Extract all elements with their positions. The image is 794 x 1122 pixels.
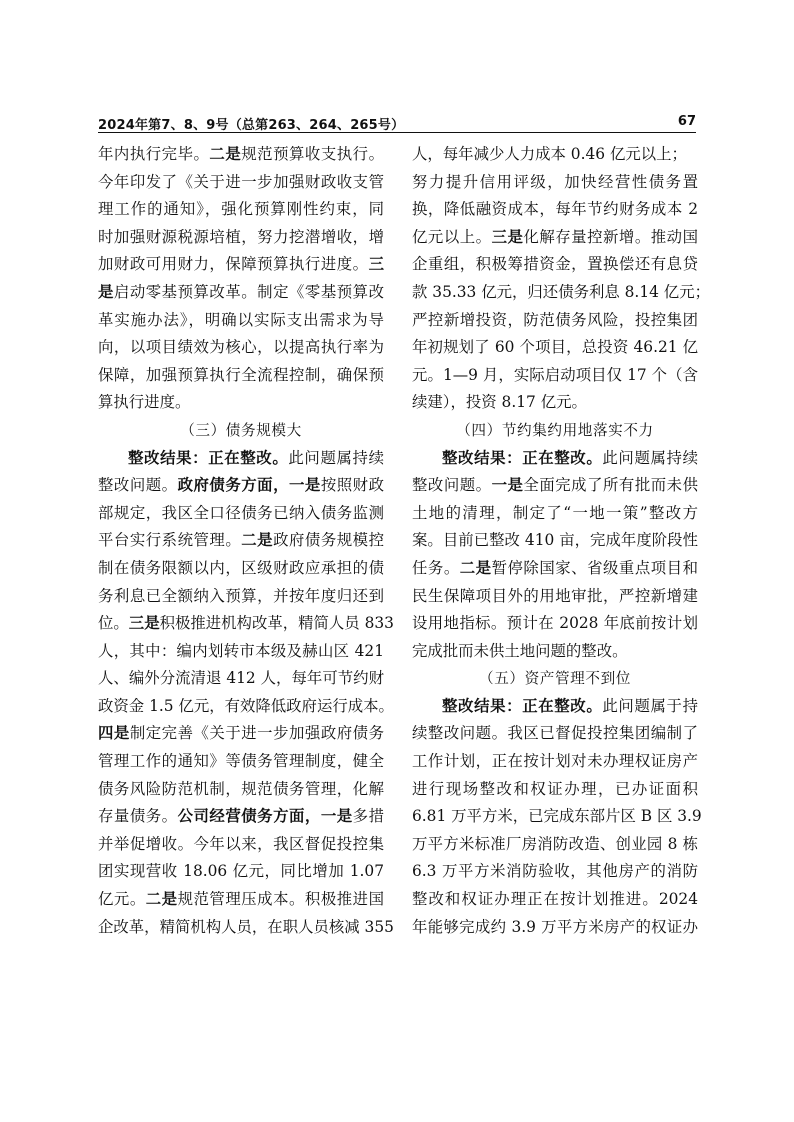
text-line <box>98 472 384 500</box>
text-line <box>98 307 384 335</box>
text-run: 企重组，积极筹措资金，置换偿还有息贷 <box>412 255 698 274</box>
text-run: 整改问题。 <box>98 476 178 495</box>
text-run: 算执行进度。 <box>98 393 191 412</box>
text-line <box>98 776 384 804</box>
text-line <box>98 693 394 721</box>
text-line <box>412 858 698 886</box>
bold-text: 整改结果：正在整改。 <box>128 448 289 467</box>
text-run: 努力提升信用评级，加快经营性债务置 <box>412 172 698 191</box>
bold-text: 三是 <box>491 227 524 246</box>
text-line <box>98 720 384 748</box>
text-run: 政府债务规模控 <box>273 531 384 550</box>
text-run: 向，以项目绩效为核心，以提高执行率为 <box>98 338 384 357</box>
left-text-column <box>98 141 394 941</box>
text-run: 全面完成了所有批而未供 <box>523 476 698 495</box>
text-run: 年初规划了 60 个项目，总投资 46.21 亿 <box>412 338 698 357</box>
text-line <box>412 831 698 859</box>
text-line <box>412 307 698 335</box>
text-line <box>98 748 384 776</box>
section-heading <box>412 417 698 445</box>
bold-text: 整改结果：正在整改。 <box>442 696 603 715</box>
text-run: 元。1—9 月，实际启动项目仅 17 个（含 <box>412 365 698 384</box>
text-run: 并举促增收。今年以来，我区督促投控集 <box>98 834 384 853</box>
text-run: 年内执行完毕。 <box>98 145 210 163</box>
text-run: 亿元以上。 <box>412 227 492 246</box>
text-line <box>412 279 710 307</box>
text-run: 款 35.33 亿元，归还债务利息 8.14 亿元； <box>412 282 710 301</box>
text-run: 企改革，精简机构人员，在职人员核减 355 <box>98 917 394 936</box>
text-run: 案。目前已整改 410 亩，完成年度阶段性 <box>412 531 698 550</box>
text-run: 革实施办法》，明确以实际支出需求为导 <box>98 310 384 329</box>
text-run: 6.3 万平方米消防验收，其他房产的消防 <box>412 862 698 881</box>
text-run: 进行现场整改和权证办理，已办证面积 <box>412 779 698 798</box>
text-line <box>412 141 698 169</box>
text-run: 债务风险防范机制，规范债务管理，化解 <box>98 779 384 798</box>
text-line <box>412 251 698 279</box>
text-line <box>98 610 394 638</box>
text-run: 按照财政 <box>320 476 384 495</box>
text-line <box>98 803 384 831</box>
text-line <box>412 500 698 528</box>
bold-text: 四是 <box>98 724 130 743</box>
text-run: 化解存量控新增。推动国 <box>523 227 698 246</box>
bold-text: 公司经营债务方面，一是 <box>177 807 353 826</box>
text-run: 启动零基预算改革。制定《零基预算改 <box>113 282 384 301</box>
text-run: 保障，加强预算执行全流程控制，确保预 <box>98 365 384 384</box>
text-line <box>412 638 698 666</box>
journal-issue-label: 2024年第7、8、9号（总第263、264、265号） <box>98 118 405 133</box>
header-rule <box>98 132 696 133</box>
bold-text: 三是 <box>128 614 160 633</box>
text-line <box>98 334 384 362</box>
text-line <box>412 445 698 473</box>
text-run: 平台实行系统管理。 <box>98 531 242 550</box>
text-line <box>98 251 384 279</box>
text-run: 时加强财源税源培植，努力挖潜增收，增 <box>98 227 384 246</box>
text-line <box>98 638 384 666</box>
text-line <box>412 527 698 555</box>
text-line <box>412 472 698 500</box>
text-run: 亿元。 <box>98 890 146 909</box>
text-run: 续建），投资 8.17 亿元。 <box>412 393 587 412</box>
text-run: 理工作的通知》，强化预算刚性约束，同 <box>98 200 384 219</box>
text-line <box>412 914 698 942</box>
bold-text: 二是 <box>145 890 178 909</box>
text-run: 规范管理压成本。积极推进国 <box>177 890 384 909</box>
bold-text: 二是 <box>209 145 242 163</box>
section-heading <box>98 417 384 445</box>
bold-text: 政府债务方面，一是 <box>177 476 321 495</box>
text-run: 此问题属持续 <box>288 448 384 467</box>
text-run: 规范预算收支执行。 <box>241 145 384 163</box>
text-run: 人，每年减少人力成本 0.46 亿元以上； <box>412 145 687 163</box>
text-line <box>412 169 698 197</box>
text-run: 制在债务限额以内，区级财政应承担的债 <box>98 558 384 577</box>
text-line <box>98 279 384 307</box>
text-line <box>98 527 384 555</box>
text-run: 6.81 万平方米，已完成东部片区 B 区 3.9 <box>412 807 702 826</box>
text-line <box>98 169 384 197</box>
text-run: （三）债务规模大 <box>180 421 302 439</box>
text-run: 万平方米标准厂房消防改造、创业园 8 栋 <box>412 834 698 853</box>
text-run: 制定完善《关于进一步加强政府债务 <box>129 724 384 743</box>
text-line <box>412 803 702 831</box>
text-line <box>412 693 698 721</box>
text-line <box>98 500 384 528</box>
bold-text: 是 <box>98 282 114 301</box>
text-run: 多措 <box>352 807 384 826</box>
bold-text: 三 <box>368 255 384 274</box>
text-line <box>98 914 394 942</box>
text-line <box>412 583 698 611</box>
text-line <box>412 776 698 804</box>
text-line <box>98 555 384 583</box>
text-run: 续整改问题。我区已督促投控集团编制了 <box>412 724 698 743</box>
text-line <box>98 224 384 252</box>
text-line <box>98 196 384 224</box>
text-line <box>412 886 698 914</box>
text-run: 工作计划，正在按计划对未办理权证房产 <box>412 752 698 771</box>
right-text-column <box>412 141 710 941</box>
bold-text: 一是 <box>491 476 524 495</box>
text-run: 人，其中：编内划转市本级及赫山区 421 <box>98 641 384 660</box>
text-run: 年能够完成约 3.9 万平方米房产的权证办 <box>412 917 698 936</box>
text-run: 设用地指标。预计在 2028 年底前按计划 <box>412 614 698 633</box>
text-run: （四）节约集约用地落实不力 <box>456 421 654 439</box>
text-line <box>412 334 698 362</box>
text-run: 整改问题。 <box>412 476 492 495</box>
running-header <box>98 112 696 134</box>
text-line <box>98 445 384 473</box>
text-run: 位。 <box>98 614 129 633</box>
text-run: （五）资产管理不到位 <box>479 670 631 688</box>
text-line <box>98 858 384 886</box>
text-run: 部规定，我区全口径债务已纳入债务监测 <box>98 503 384 522</box>
text-run: 严控新增投资，防范债务风险，投控集团 <box>412 310 698 329</box>
text-run: 暂停除国家、省级重点项目和 <box>491 558 698 577</box>
section-heading <box>412 665 698 693</box>
text-run: 任务。 <box>412 558 460 577</box>
text-run: 务利息已全额纳入预算，并按年度归还到 <box>98 586 384 605</box>
text-line <box>98 141 384 169</box>
text-run: 团实现营收 18.06 亿元，同比增加 1.07 <box>98 862 384 881</box>
text-run: 加财政可用财力，保障预算执行进度。 <box>98 255 369 274</box>
text-run: 此问题属持续 <box>602 448 698 467</box>
text-run: 政资金 1.5 亿元，有效降低政府运行成本。 <box>98 696 394 715</box>
bold-text: 二是 <box>241 531 274 550</box>
text-line <box>412 389 698 417</box>
text-line <box>412 224 698 252</box>
page-number: 67 <box>677 114 696 129</box>
text-run: 此问题属于持 <box>602 696 698 715</box>
text-run: 土地的清理，制定了“一地一策”整改方 <box>412 503 698 522</box>
text-line <box>98 831 384 859</box>
text-run: 完成批而未供土地问题的整改。 <box>412 641 628 660</box>
text-run: 存量债务。 <box>98 807 178 826</box>
text-run: 民生保障项目外的用地审批，严控新增建 <box>412 586 698 605</box>
text-line <box>412 362 698 390</box>
text-run: 管理工作的通知》等债务管理制度，健全 <box>98 752 384 771</box>
text-line <box>98 886 384 914</box>
text-line <box>412 555 698 583</box>
text-line <box>412 720 698 748</box>
text-line <box>412 196 698 224</box>
text-line <box>412 610 698 638</box>
text-run: 人、编外分流清退 412 人，每年可节约财 <box>98 669 384 688</box>
text-run: 整改和权证办理正在按计划推进。2024 <box>412 890 698 909</box>
bold-text: 整改结果：正在整改。 <box>442 448 603 467</box>
text-run: 换，降低融资成本，每年节约财务成本 2 <box>412 200 698 219</box>
text-line <box>412 748 698 776</box>
text-run: 今年印发了《关于进一步加强财政收支管 <box>98 172 384 191</box>
text-line <box>98 583 384 611</box>
text-line <box>98 362 384 390</box>
bold-text: 二是 <box>459 558 492 577</box>
text-line <box>98 389 384 417</box>
text-run: 积极推进机构改革，精简人员 833 <box>159 614 394 633</box>
text-line <box>98 665 384 693</box>
